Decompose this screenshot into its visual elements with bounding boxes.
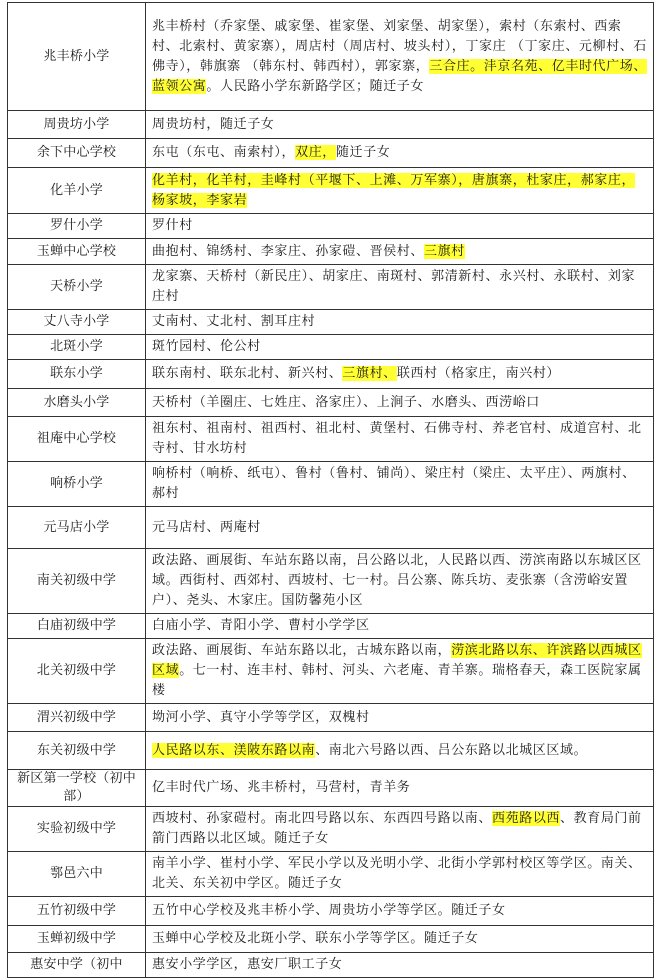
school-name: 新区第一学校（初中部） [17, 771, 136, 804]
table-row [8, 310, 654, 335]
area-text: 、南北六号路以西、吕公东路以北城区区域。 [315, 742, 588, 758]
table-row [8, 265, 654, 310]
area-text: 白庙小学、青阳小学、曹村小学学区 [152, 618, 370, 633]
area-text: 、教育局门前箭门西路以北区域。随迁子女 [152, 811, 642, 846]
table-row [8, 732, 654, 770]
table-row [8, 926, 654, 953]
school-name-cell [8, 139, 146, 168]
table-row [8, 462, 654, 507]
district-area-cell [146, 462, 654, 507]
school-name: 实验初级中学 [36, 821, 117, 836]
table-row [8, 3, 654, 111]
school-name: 天桥小学 [50, 279, 103, 294]
table-row [8, 360, 654, 389]
area-text: 亿丰时代广场、兆丰桥村，马营村，青羊务 [152, 780, 411, 795]
table-row [8, 549, 654, 614]
district-area-cell [146, 111, 654, 139]
table-row [8, 389, 654, 417]
school-name-cell [8, 111, 146, 139]
table-row [8, 168, 654, 214]
area-text: 政法路、画展街、车站东路以北，古城东路以南， [152, 643, 452, 658]
area-text: 西坡村、孙家磑村。南北四号路以东、东西四号路以南、 [152, 811, 493, 826]
highlighted-text: 化羊村，化羊村，圭峰村（平堰下、上滩、万军寨），唐旗寨，杜家庄，郝家庄，杨家坡，李家岩 [152, 172, 636, 208]
area-text: 祖东村、祖南村、祖西村、祖北村、黄堡村、石佛寺村、养老官村、成道宫村、北寺村、甘水坊村 [152, 421, 642, 456]
highlighted-text: 西苑路以西 [492, 811, 561, 826]
school-name: 北关初级中学 [36, 663, 117, 678]
district-area-cell [146, 3, 654, 111]
school-name-cell [8, 852, 146, 897]
school-name: 周贵坊小学 [43, 116, 110, 132]
school-name-cell [8, 310, 146, 335]
table-row [8, 417, 654, 462]
school-name: 罗什小学 [50, 218, 103, 233]
district-area-cell [146, 852, 654, 897]
school-name: 丈八寺小学 [43, 314, 110, 329]
area-text: 玉蝉中心学校及北斑小学、联东小学等学区。随迁子女 [152, 931, 479, 946]
area-text: 联西村（格家庄，南兴村） [396, 366, 561, 381]
area-text: 南羊小学、崔村小学、军民小学以及光明小学、北街小学郭村校区等学区。南关、北关、东关初中学区。随迁子女 [152, 856, 642, 891]
district-area-cell [146, 265, 654, 310]
school-name-cell [8, 239, 146, 265]
area-text: 丈南村、丈北村、割耳庄村 [152, 314, 316, 329]
district-area-cell [146, 732, 654, 770]
table-body [8, 3, 654, 978]
table-row [8, 507, 654, 549]
district-area-cell [146, 239, 654, 265]
table-row [8, 897, 654, 926]
area-text: 龙家寨、天桥村（新民庄）、胡家庄、南斑村、郭清新村、永兴村、永联村、刘家庄村 [152, 269, 636, 304]
district-area-cell [146, 389, 654, 417]
school-name: 水磨头小学 [43, 394, 110, 410]
district-area-cell [146, 770, 654, 807]
table-row [8, 214, 654, 239]
school-name-cell [8, 639, 146, 704]
table-row [8, 639, 654, 704]
table-row [8, 807, 654, 852]
area-text: 元马店村、两庵村 [152, 519, 261, 535]
area-text: 斑竹园村、伦公村 [152, 339, 261, 354]
area-text: 罗什村 [152, 218, 193, 233]
area-text: 。人民路小学东新路学区；随迁子女 [206, 78, 425, 94]
district-area-cell [146, 549, 654, 614]
district-area-cell [146, 168, 654, 214]
table-row [8, 139, 654, 168]
school-name: 元马店小学 [43, 519, 110, 535]
table-row [8, 239, 654, 265]
area-text: 。七一村、连丰村、韩村、河头、六老庵、青羊寨。瑞格春天，森工医院家属楼 [152, 663, 642, 698]
area-text: 兆丰桥村（乔家堡、戚家堡、崔家堡、刘家堡、胡家堡），索村（东索村、西索村、北索村、黄家寨），周店村（周店村、坡头村），丁家庄 （丁家庄、元柳村、石佛寺），韩旗寨 （韩东村、韩西村），郭家寨， [152, 18, 647, 74]
school-name-cell [8, 168, 146, 214]
table-row [8, 704, 654, 732]
school-name-cell [8, 3, 146, 111]
school-name: 东关初级中学 [36, 742, 117, 758]
school-name-cell [8, 335, 146, 360]
school-name-cell [8, 926, 146, 953]
district-area-cell [146, 953, 654, 978]
table-row [8, 770, 654, 807]
district-area-cell [146, 214, 654, 239]
district-area-cell [146, 926, 654, 953]
area-text: 坳河小学、真守小学等学区，双槐村 [152, 709, 370, 725]
school-name-cell [8, 462, 146, 507]
district-area-cell [146, 417, 654, 462]
school-name-cell [8, 732, 146, 770]
school-name: 玉蝉中心学校 [36, 243, 117, 259]
district-area-cell [146, 704, 654, 732]
school-name-cell [8, 360, 146, 389]
school-name: 响桥小学 [50, 476, 103, 491]
school-name-cell [8, 507, 146, 549]
highlighted-text: 双庄， [295, 145, 336, 160]
school-name-cell [8, 389, 146, 417]
school-name: 渭兴初级中学 [36, 709, 117, 725]
district-area-cell [146, 335, 654, 360]
school-name: 余下中心学校 [36, 145, 117, 160]
district-area-cell [146, 897, 654, 926]
area-text: 曲抱村、锦绣村、李家庄、孙家磑、晋侯村、 [152, 243, 425, 259]
school-name-cell [8, 417, 146, 462]
school-name: 惠安中学（初中 [30, 957, 123, 972]
school-name: 鄠邑六中 [50, 866, 103, 881]
school-name: 南关初级中学 [36, 573, 117, 588]
school-name: 白庙初级中学 [36, 618, 117, 633]
district-area-cell [146, 139, 654, 168]
district-area-cell [146, 614, 654, 639]
table-row [8, 111, 654, 139]
area-text: 联东南村、联东北村、新兴村、 [152, 366, 343, 381]
school-name: 化羊小学 [50, 182, 103, 198]
school-name-cell [8, 897, 146, 926]
table-row [8, 614, 654, 639]
school-name-cell [8, 549, 146, 614]
district-area-cell [146, 807, 654, 852]
school-name: 北斑小学 [50, 339, 103, 354]
school-name-cell [8, 214, 146, 239]
highlighted-text: 人民路以东、渼陂东路以南 [152, 742, 316, 758]
highlighted-text: 三合庄。沣京名苑、亿丰时代广场、蓝领公寓 [152, 58, 647, 94]
area-text: 五竹中心学校及兆丰桥小学、周贵坊小学等学区。随迁子女 [152, 903, 506, 918]
table-row [8, 335, 654, 360]
highlighted-text: 三旗村 [424, 243, 465, 259]
district-area-cell [146, 507, 654, 549]
area-text: 周贵坊村，随迁子女 [152, 116, 275, 132]
area-text: 随迁子女 [335, 145, 391, 160]
highlighted-text: 涝滨北路以东、许滨路以西城区区域 [152, 643, 642, 678]
district-area-cell [146, 310, 654, 335]
school-name: 玉蝉初级中学 [36, 931, 117, 946]
school-name-cell [8, 265, 146, 310]
table-row [8, 953, 654, 978]
highlighted-text: 三旗村、 [342, 366, 397, 381]
school-name: 五竹初级中学 [36, 903, 117, 918]
school-name-cell [8, 614, 146, 639]
area-text: 天桥村（羊圈庄、七姓庄、洛家庄）、上涧子、水磨头、西涝峪口 [152, 394, 540, 410]
school-district-table [7, 2, 654, 978]
school-name-cell [8, 807, 146, 852]
school-name: 祖庵中心学校 [36, 431, 117, 446]
district-area-cell [146, 360, 654, 389]
area-text: 东屯（东屯、南索村）， [152, 145, 296, 160]
district-area-cell [146, 639, 654, 704]
school-name-cell [8, 704, 146, 732]
table-row [8, 852, 654, 897]
school-name: 联东小学 [50, 366, 103, 381]
area-text: 政法路、画展街、车站东路以南，吕公路以北，人民路以西、涝滨南路以东城区区域。西街村、西郊村、西坡村、七一村。吕公寨、陈兵坊、麦张寨（含涝峪安置户）、尧头、木家庄。国防馨苑小区 [152, 553, 642, 608]
area-text: 惠安小学学区，惠安厂职工子女 [152, 957, 343, 972]
school-name-cell [8, 770, 146, 807]
area-text: 响桥村（响桥、纸屯）、鲁村（鲁村、铺尚）、梁庄村（梁庄、太平庄）、两旗村、郝村 [152, 466, 636, 501]
school-name: 兆丰桥小学 [43, 48, 110, 64]
school-name-cell [8, 953, 146, 978]
